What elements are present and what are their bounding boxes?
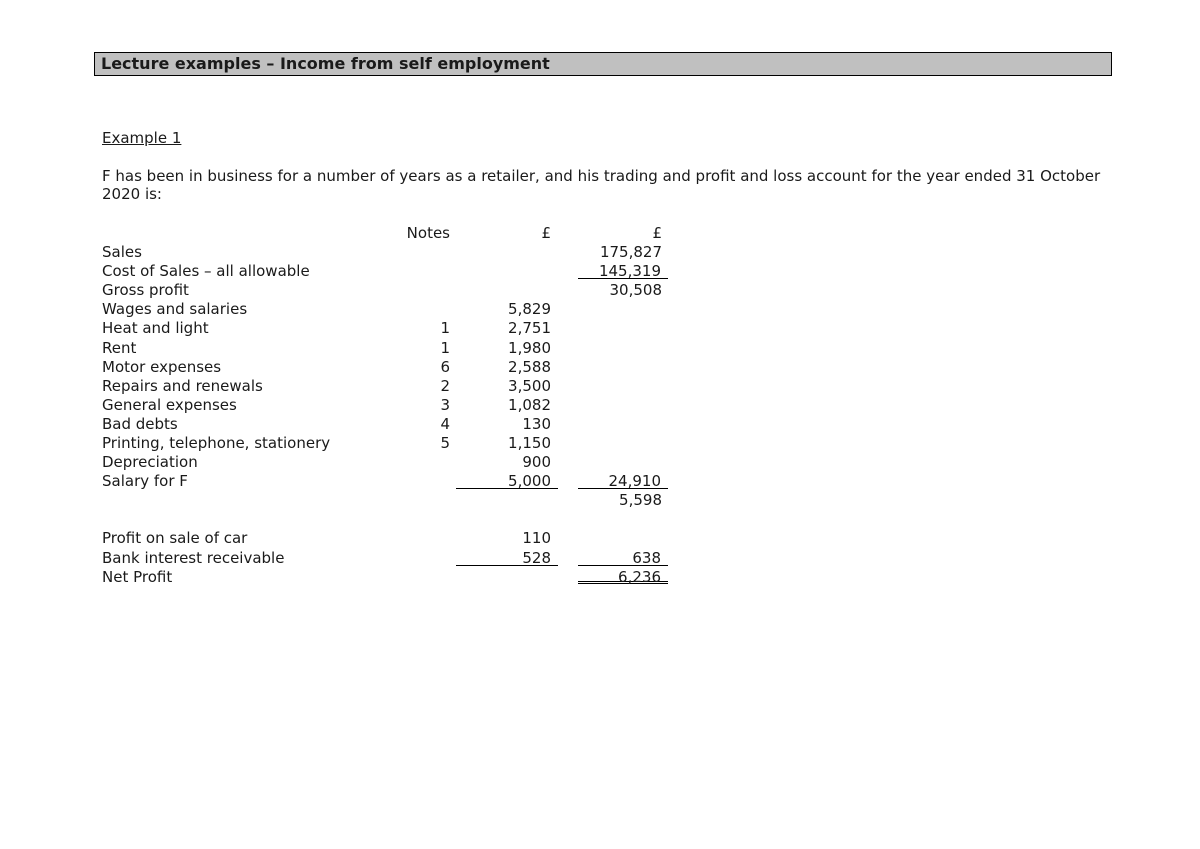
account-row [102, 453, 682, 472]
notes-header: Notes [406, 224, 450, 242]
row-label: Net Profit [102, 567, 173, 586]
row-label: Depreciation [102, 453, 198, 472]
row-label: Cost of Sales – all allowable [102, 262, 310, 281]
row-col1: 1,082 [508, 395, 551, 414]
row-label: Gross profit [102, 281, 189, 300]
account-row [102, 300, 682, 319]
account-row [102, 281, 682, 300]
row-label: Heat and light [102, 319, 209, 338]
row-note: 6 [440, 357, 450, 376]
row-label: Rent [102, 338, 137, 357]
row-col1: 528 [456, 549, 558, 566]
row-col1: 5,829 [508, 300, 551, 319]
row-col2: 175,827 [599, 243, 662, 262]
account-row [102, 568, 682, 587]
row-label: General expenses [102, 395, 237, 414]
row-label: Motor expenses [102, 357, 222, 376]
row-label: Printing, telephone, stationery [102, 434, 331, 453]
row-label: Salary for F [102, 472, 188, 491]
account-row [102, 549, 682, 568]
row-col1: 2,751 [508, 319, 551, 338]
row-note: 5 [440, 434, 450, 453]
account-row [102, 377, 682, 396]
col2-header: £ [652, 224, 662, 242]
row-label: Profit on sale of car [102, 529, 248, 548]
example-heading: Example 1 [102, 129, 182, 147]
account-row [102, 434, 682, 453]
account-row [102, 472, 682, 491]
account-spacer-row [102, 510, 682, 529]
account-row [102, 491, 682, 510]
account-row [102, 262, 682, 281]
row-col2: 145,319 [578, 262, 668, 279]
row-label: Bank interest receivable [102, 548, 285, 567]
account-row [102, 319, 682, 338]
row-note: 4 [440, 414, 450, 433]
page-title: Lecture examples – Income from self employment [94, 52, 1112, 76]
row-note: 1 [440, 338, 450, 357]
row-col2: 5,598 [619, 491, 662, 510]
account-row [102, 529, 682, 548]
row-col2: 30,508 [609, 281, 662, 300]
account-row [102, 339, 682, 358]
row-col1: 1,980 [508, 338, 551, 357]
row-col1: 3,500 [508, 376, 551, 395]
row-label: Bad debts [102, 414, 178, 433]
row-col1: 2,588 [508, 357, 551, 376]
row-note: 2 [440, 376, 450, 395]
account-row [102, 243, 682, 262]
row-col1: 1,150 [508, 434, 551, 453]
net-profit-value: 6,236 [578, 568, 668, 584]
row-col1: 110 [522, 529, 551, 548]
row-label: Repairs and renewals [102, 376, 263, 395]
row-col2: 24,910 [578, 472, 668, 489]
row-col1: 900 [522, 453, 551, 472]
row-note: 3 [440, 395, 450, 414]
col1-header: £ [541, 224, 551, 242]
row-note: 1 [440, 319, 450, 338]
profit-and-loss-account [102, 224, 682, 587]
intro-paragraph: F has been in business for a number of years as a retailer, and his trading and profit and loss account for the year ended 31 October 2020 is: [102, 167, 1101, 203]
account-row [102, 358, 682, 377]
row-col1: 5,000 [456, 472, 558, 489]
row-col2: 638 [578, 549, 668, 566]
account-header-row [102, 224, 682, 243]
account-row [102, 415, 682, 434]
account-row [102, 396, 682, 415]
row-col1: 130 [522, 414, 551, 433]
row-label: Sales [102, 243, 142, 262]
row-label: Wages and salaries [102, 300, 248, 319]
